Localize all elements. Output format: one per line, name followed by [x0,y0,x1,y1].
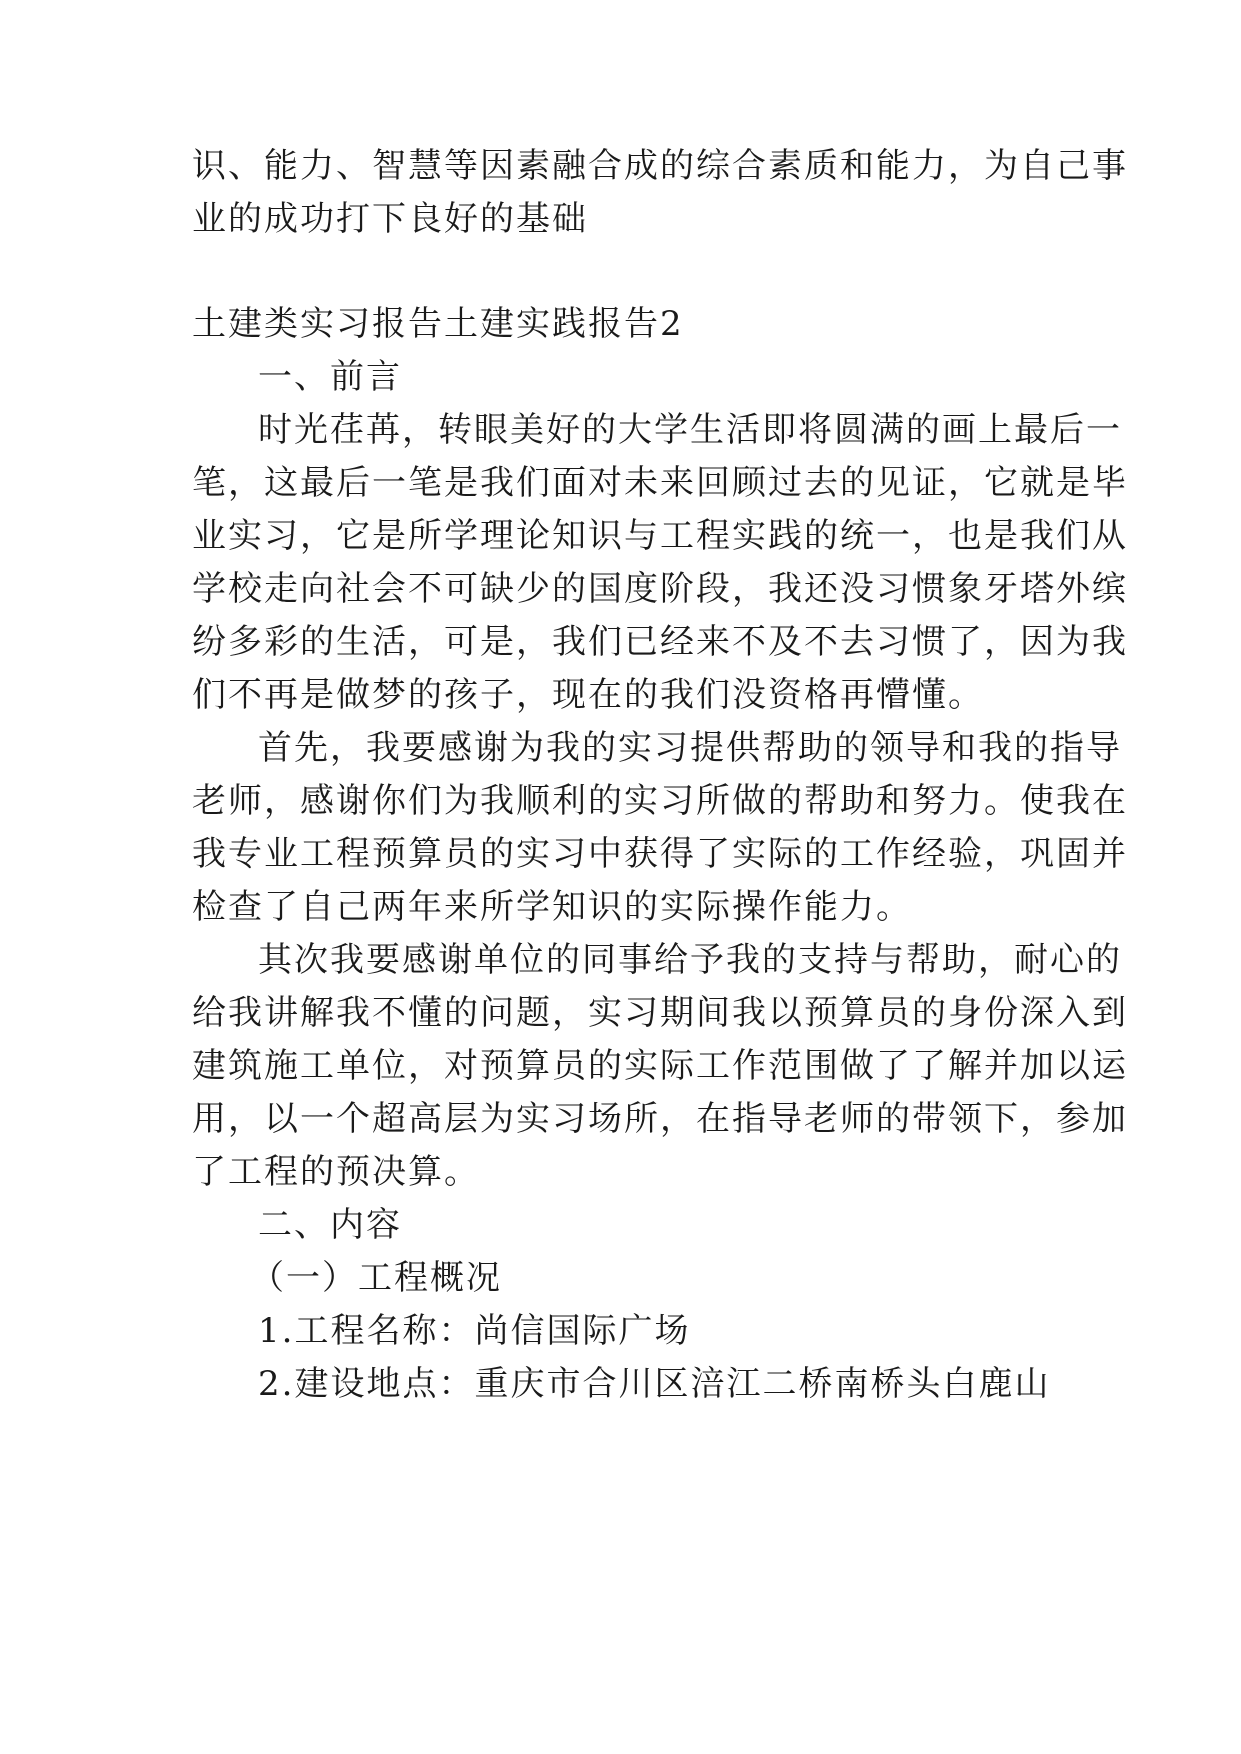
paragraph-line: 笔，这最后一笔是我们面对未来回顾过去的见证，它就是毕 [192,463,1128,503]
paragraph-line: 们不再是做梦的孩子，现在的我们没资格再懵懂。 [192,675,984,715]
section-title: 土建类实习报告土建实践报告2 [192,304,684,344]
paragraph-line: 检查了自己两年来所学知识的实际操作能力。 [192,887,912,927]
paragraph-line: 给我讲解我不懂的问题，实习期间我以预算员的身份深入到 [192,993,1128,1033]
text-line: 业的成功打下良好的基础 [192,199,588,239]
subheading-project-overview: （一）工程概况 [250,1258,502,1298]
paragraph-line: 首先，我要感谢为我的实习提供帮助的领导和我的指导 [258,728,1122,768]
paragraph-line: 纷多彩的生活，可是，我们已经来不及不去习惯了，因为我 [192,622,1128,662]
paragraph-line: 学校走向社会不可缺少的国度阶段，我还没习惯象牙塔外缤 [192,569,1128,609]
heading-preface: 一、前言 [258,357,402,397]
paragraph-line: 用，以一个超高层为实习场所，在指导老师的带领下，参加 [192,1099,1128,1139]
project-name-line: 1.工程名称：尚信国际广场 [258,1311,691,1351]
paragraph-line: 业实习，它是所学理论知识与工程实践的统一，也是我们从 [192,516,1128,556]
paragraph-line: 时光荏苒，转眼美好的大学生活即将圆满的画上最后一 [258,410,1122,450]
text-line: 识、能力、智慧等因素融合成的综合素质和能力，为自己事 [192,146,1128,186]
paragraph-line: 我专业工程预算员的实习中获得了实际的工作经验，巩固并 [192,834,1128,874]
paragraph-line: 了工程的预决算。 [192,1152,480,1192]
paragraph-line: 建筑施工单位，对预算员的实际工作范围做了了解并加以运 [192,1046,1128,1086]
paragraph-line: 老师，感谢你们为我顺利的实习所做的帮助和努力。使我在 [192,781,1128,821]
heading-content: 二、内容 [258,1205,402,1245]
project-location-line: 2.建设地点：重庆市合川区涪江二桥南桥头白鹿山 [258,1364,1051,1404]
paragraph-line: 其次我要感谢单位的同事给予我的支持与帮助，耐心的 [258,940,1122,980]
